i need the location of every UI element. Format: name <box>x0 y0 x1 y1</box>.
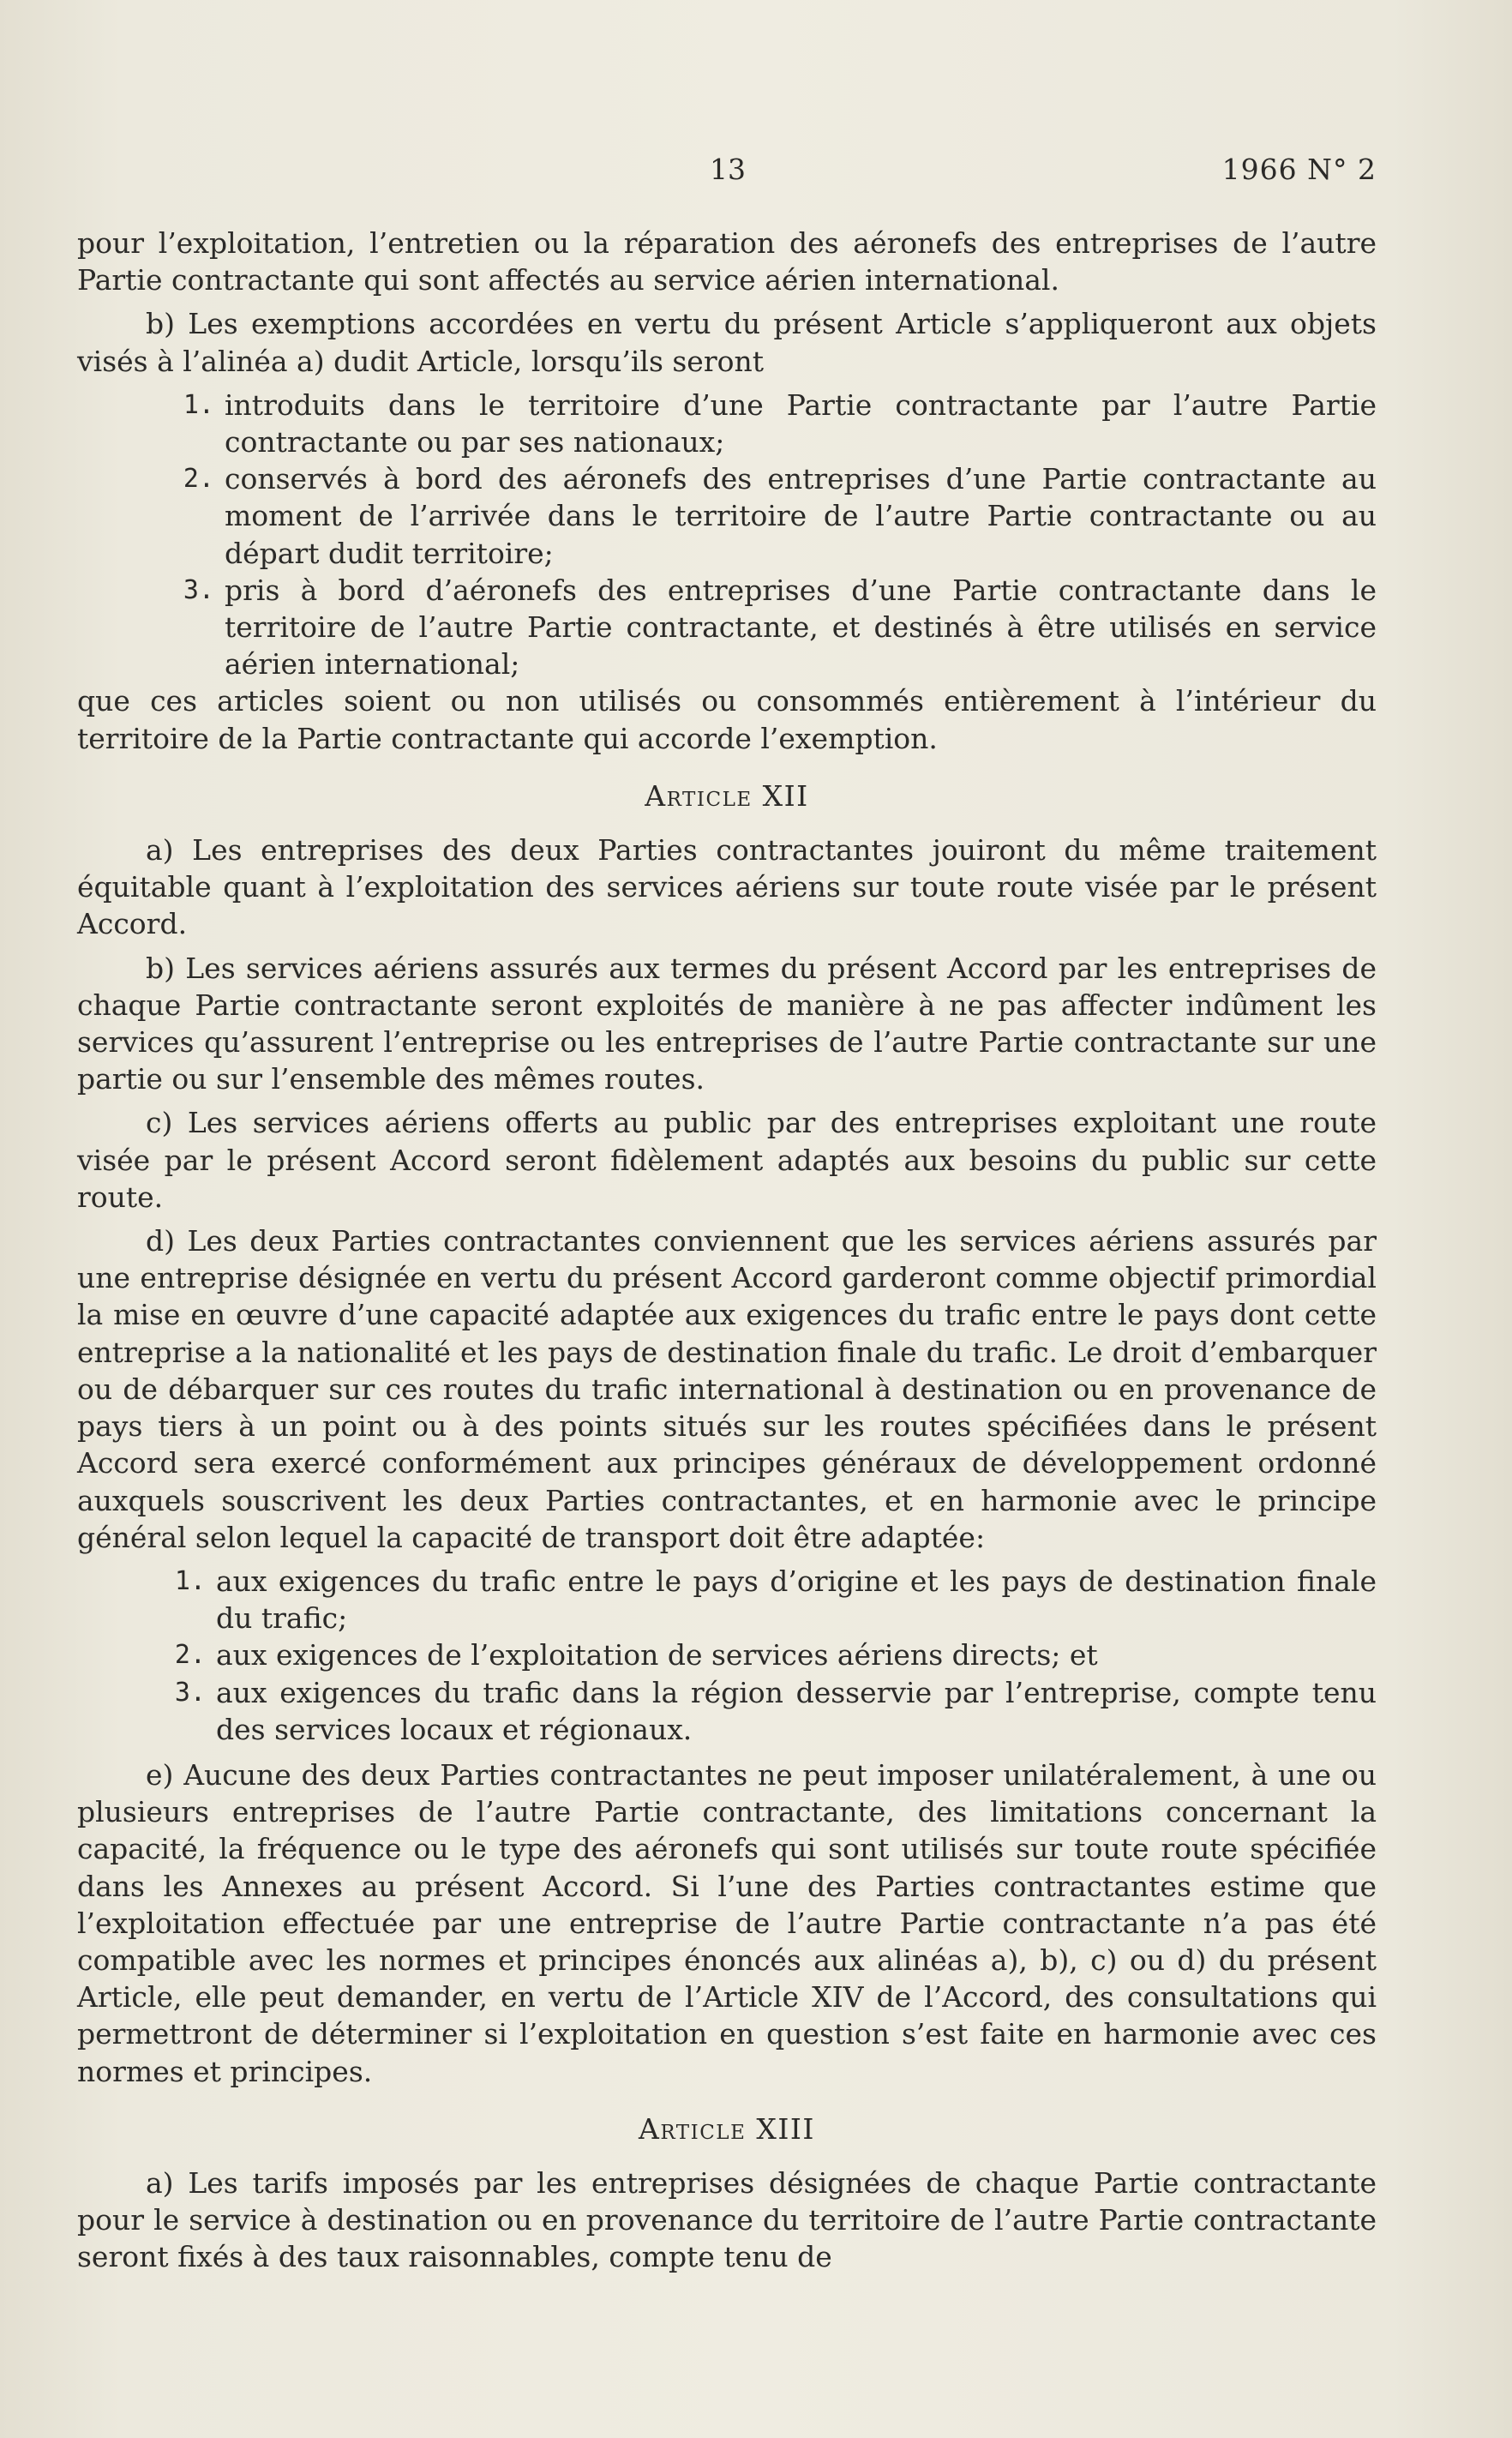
list-item <box>77 1674 1377 1748</box>
list-item-text: introduits dans le territoire d’une Partie contractante par l’autre Partie contractante ou par ses nationaux; <box>225 387 1377 459</box>
paragraph-xii-b: b) Les services aériens assurés aux termes du présent Accord par les entreprises de chaque Partie contractante seront exploités de manière à ne pas affecter indûment les services qu’assurent l’entreprise ou les entreprises de l’autre Partie contractante sur une partie ou sur l’ensemble des mêmes routes. <box>77 951 1377 1096</box>
page-number: 13 <box>710 153 746 186</box>
document-body <box>77 225 1377 2283</box>
list-item <box>77 572 1377 683</box>
list-item-number: 2. <box>183 464 214 495</box>
list-item-number: 3. <box>183 574 214 605</box>
paragraph-b-exemptions: b) Les exemptions accordées en vertu du présent Article s’appliqueront aux objets visés à l’alinéa a) dudit Article, lorsqu’ils seront <box>77 307 1377 378</box>
document-reference: 1966 N° 2 <box>1221 153 1377 186</box>
paragraph-xii-d: d) Les deux Parties contractantes conviennent que les services aériens assurés par une entreprise désignée en vertu du présent Accord garderont comme objectif primordial la mise en œuvre d’une capacité adaptée aux exigences du trafic entre le pays dont cette entreprise a la nationalité et les pays de destination finale du trafic. Le droit d’embarquer ou de débarquer sur ces routes du trafic international à destination ou en provenance de pays tiers à un point ou à des points situés sur les routes spécifiées dans le présent Accord sera exercé conformément aux principes généraux de développement ordonné auxquels souscrivent les deux Parties contractantes, et en harmonie avec le principe général selon lequel la capacité de transport doit être adaptée: <box>77 1224 1377 1554</box>
list-item-number: 1. <box>174 1565 206 1596</box>
list-item <box>77 387 1377 460</box>
paragraph-closing: que ces articles soient ou non utilisés ou consommés entièrement à l’intérieur du territoire de la Partie contractante qui accorde l’exemption. <box>77 684 1377 755</box>
paragraph-continuation: pour l’exploitation, l’entretien ou la réparation des aéronefs des entreprises de l’autre Partie contractante qui sont affectés au service aérien international. <box>77 226 1377 297</box>
list-item-text: conservés à bord des aéronefs des entreprises d’une Partie contractante au moment de l’arrivée dans le territoire de l’autre Partie contractante ou au départ dudit territoire; <box>225 462 1377 570</box>
article-heading-xiii: Article XIII <box>639 2111 815 2146</box>
exemptions-list <box>77 387 1377 683</box>
list-item-text: aux exigences du trafic dans la région desservie par l’entreprise, compte tenu des services locaux et régionaux. <box>216 1675 1377 1746</box>
list-item-number: 3. <box>174 1677 206 1708</box>
capacity-list <box>77 1563 1377 1748</box>
list-item <box>77 1563 1377 1636</box>
list-item-text: aux exigences de l’exploitation de services aériens directs; et <box>216 1638 1098 1672</box>
article-heading-xii: Article XII <box>645 778 809 813</box>
paragraph-xii-a: a) Les entreprises des deux Parties contractantes jouiront du même traitement équitable quant à l’exploitation des services aériens sur toute route visée par le présent Accord. <box>77 833 1377 941</box>
list-item-text: aux exigences du trafic entre le pays d’origine et les pays de destination finale du trafic; <box>216 1564 1377 1636</box>
list-item-number: 2. <box>174 1640 206 1671</box>
list-item-text: pris à bord d’aéronefs des entreprises d’une Partie contractante dans le territoire de l’autre Partie contractante, et destinés à être utilisés en service aérien international; <box>225 573 1377 682</box>
paragraph-xiii-a: a) Les tarifs imposés par les entreprises désignées de chaque Partie contractante pour le service à destination ou en provenance du territoire de l’autre Partie contractante seront fixés à des taux raisonnables, compte tenu de <box>77 2165 1377 2274</box>
paragraph-xii-e: e) Aucune des deux Parties contractantes ne peut imposer unilatéralement, à une ou plusieurs entreprises de l’autre Partie contractante, des limitations concernant la capacité, la fréquence ou le type des aéronefs qui sont utilisés sur toute route spécifiée dans les Annexes au présent Accord. Si l’une des Parties contractantes estime que l’exploitation effectuée par une entreprise de l’autre Partie contractante n’a pas été compatible avec les normes et principes énoncés aux alinéas a), b), c) ou d) du présent Article, elle peut demander, en vertu de l’Article XIV de l’Accord, des consultations qui permettront de déterminer si l’exploitation en question s’est faite en harmonie avec ces normes et principes. <box>77 1757 1377 2088</box>
list-item <box>77 1636 1377 1673</box>
list-item <box>77 460 1377 572</box>
list-item-number: 1. <box>183 389 214 420</box>
paragraph-xii-c: c) Les services aériens offerts au public par des entreprises exploitant une route visée par le présent Accord seront fidèlement adaptés aux besoins du public sur cette route. <box>77 1106 1377 1214</box>
page-header <box>77 153 1377 195</box>
